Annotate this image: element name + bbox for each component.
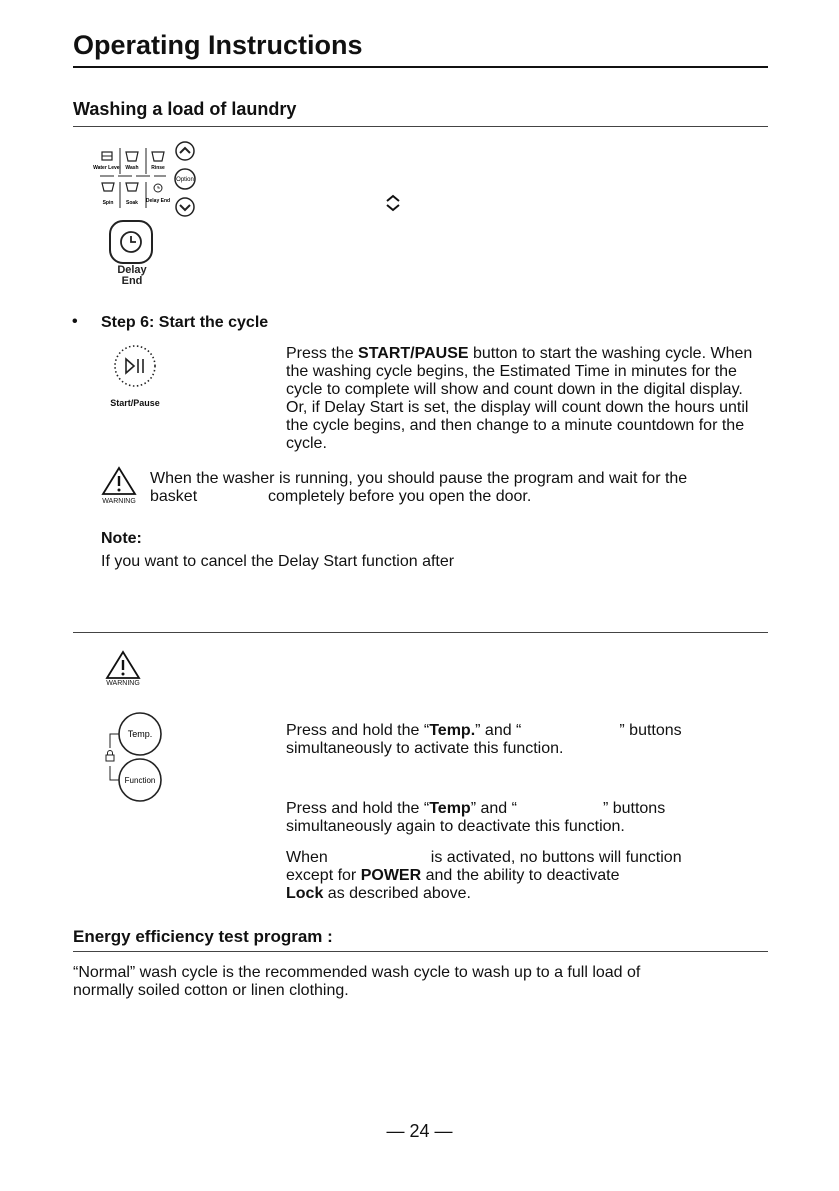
start-pause-button-icon [112,343,158,389]
note-heading: Note: [101,530,142,547]
step6-heading: Step 6: Start the cycle [101,314,269,331]
temp-function-illustration [104,712,166,806]
down-button-icon [176,198,194,216]
up-down-chevrons-icon [384,193,402,213]
control-panel-illustration [93,138,206,218]
spin-icon [102,183,114,191]
label-spin: Spin [102,200,114,206]
section-divider-2 [73,632,768,633]
label-water: Water Level [93,165,121,171]
warning1-line2a: basket [150,488,198,505]
function-label: Function [124,776,156,785]
warning-label-2: WARNING [106,680,140,687]
up-button-icon [176,142,194,160]
section-divider [73,126,768,127]
bullet: • [72,313,78,330]
page-title: Operating Instructions [73,30,363,60]
label-soak: Soak [126,200,138,206]
child-lock-p2: Press and hold the “Temp” and “ ” buttons simultaneously again to deactivate this function. [286,800,666,835]
section-heading-washing: Washing a load of laundry [73,99,297,119]
child-lock-p3: When is activated, no buttons will function except for POWER and the ability to deactivate Lock as described above. [286,849,682,902]
lock-icon [106,751,114,762]
page-number: — 24 — [386,1121,453,1141]
temp-label: Temp. [127,729,153,739]
delay-end-label-line2: End [121,275,143,287]
warning-label: WARNING [102,498,136,505]
energy-paragraph: “Normal” wash cycle is the recommended wash cycle to wash up to a full load of normally soiled cotton or linen clothing. [73,964,641,999]
energy-heading: Energy efficiency test program : [73,927,333,946]
delay-clock-small-icon [154,184,162,192]
step6-paragraph: Press the START/PAUSE button to start the washing cycle. When the washing cycle begins, the Estimated Time in minutes for the cycle to complete will show and count down in the digital display. Or, if Delay Start is set, the display will count down the hours until the cycle begins, and then change to a minute countdown for the cycle. [286,345,753,452]
note-text: If you want to cancel the Delay Start function after [101,553,455,570]
child-lock-p1: Press and hold the “Temp.” and “ ” buttons simultaneously to activate this function. [286,722,682,757]
start-pause-label: Start/Pause [110,398,160,408]
delay-end-button-icon [108,219,154,265]
label-wash: Wash [125,165,139,171]
wash-icon [126,152,138,161]
warning-triangle-icon [100,466,138,500]
rinse-icon [152,152,164,161]
title-divider [73,66,768,68]
warning-triangle-icon-2 [104,650,142,684]
section-divider-3 [73,951,768,952]
warning1-line2b: completely before you open the door. [268,488,532,505]
soak-icon [126,183,138,191]
delay-end-label-line1: Delay [117,264,147,276]
label-delay-end-small: Delay End [145,198,171,204]
label-option: Option [176,177,194,183]
water-level-icon [102,152,112,160]
warning1-line1: When the washer is running, you should pause the program and wait for the [150,470,688,487]
label-rinse: Rinse [151,165,165,171]
